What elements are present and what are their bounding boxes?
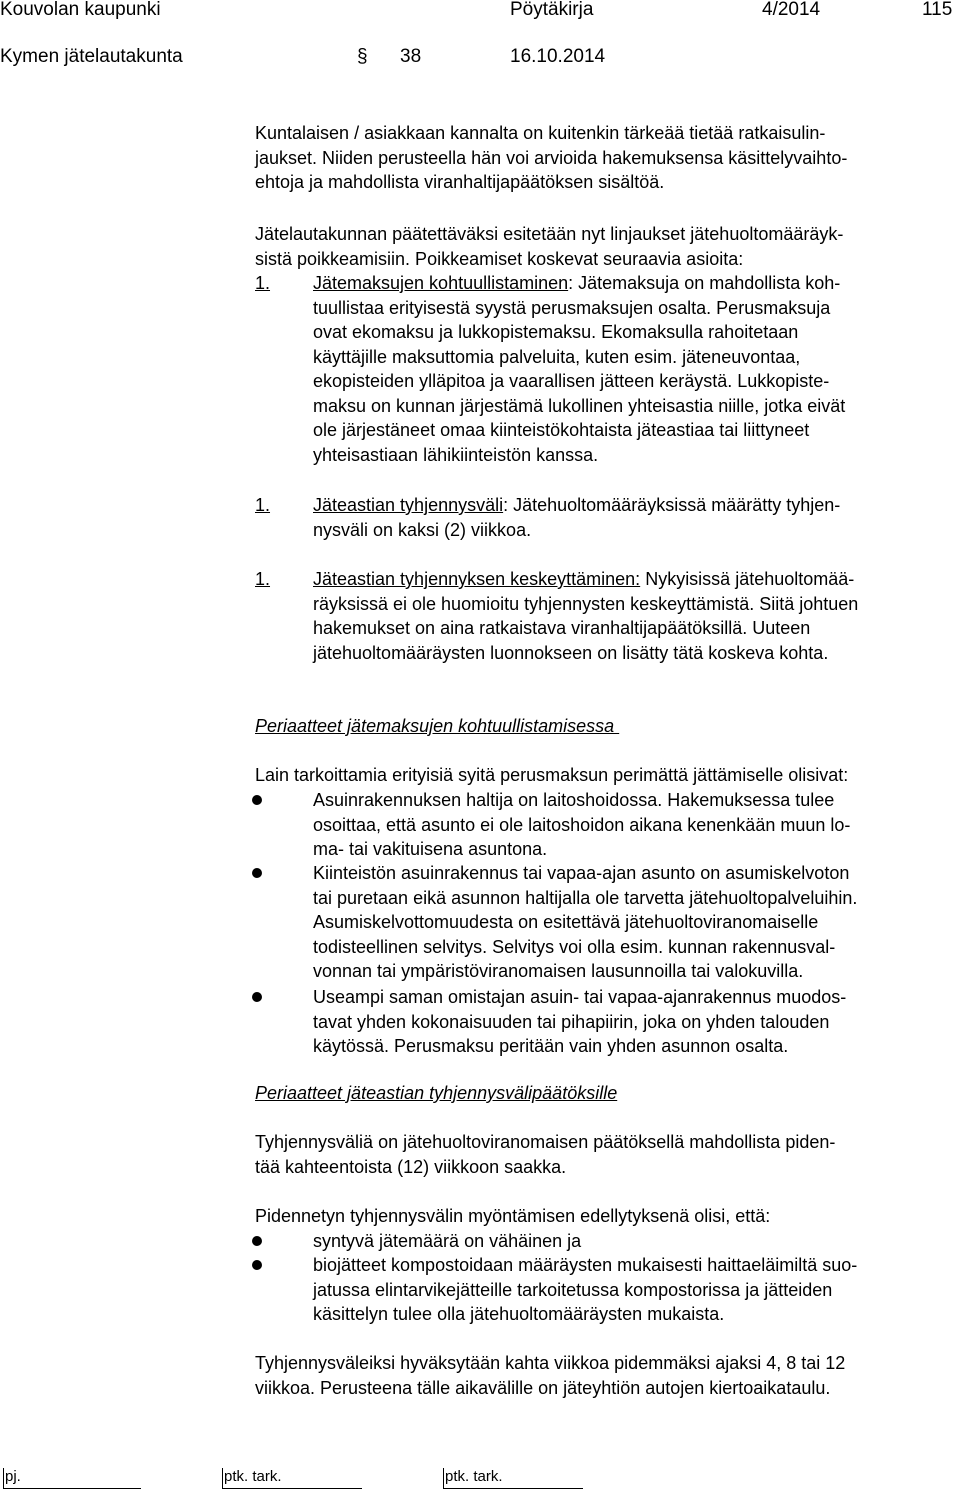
text-line: : Jätemaksuja on mahdollista koh- — [568, 273, 841, 293]
text-line: ehtoja ja mahdollista viranhaltijapäätöksen sisältöä. — [255, 172, 665, 192]
text-line: tuullistaa erityisestä syystä perusmaksujen osalta. Perusmaksuja — [313, 297, 831, 318]
text-line: jätehuoltomääräysten luonnokseen on lisätty tätä koskeva kohta. — [313, 642, 829, 663]
text-line: tää kahteentoista (12) viikkoon saakka. — [255, 1156, 567, 1177]
list-item — [313, 788, 958, 862]
header-issue: 4/2014 — [762, 0, 821, 20]
text-line: : Jätehuoltomääräyksissä määrätty tyhjen- — [503, 495, 841, 515]
section2-paragraph — [255, 1130, 955, 1179]
bullet-icon — [252, 992, 262, 1002]
item-number: 1. — [255, 569, 271, 589]
list-item — [313, 861, 958, 984]
text-line: maksu on kunnan järjestämä lukollinen yhteisastia niille, jotka eivät — [313, 395, 846, 416]
signature-label: pj. — [5, 1468, 21, 1485]
list-item — [313, 985, 958, 1059]
item-jatemaksujen-kohtuullistaminen — [313, 271, 958, 467]
text-line: jatussa elintarvikejätteille tarkoitetussa kompostorissa ja jätteiden — [313, 1279, 833, 1300]
text-line: Kuntalaisen / asiakkaan kannalta on kuitenkin tärkeää tietää ratkaisulin- — [255, 123, 826, 143]
section-heading: Periaatteet jätemaksujen kohtuullistamisessa — [255, 716, 620, 736]
text-line: räyksissä ei ole huomioitu tyhjennysten keskeyttämistä. Siitä johtuen — [313, 593, 859, 614]
field-divider — [443, 1468, 444, 1488]
item-tyhjennysvali — [313, 493, 958, 542]
header-page-number: 115 — [922, 0, 953, 20]
text-line: Asumiskelvottomuudesta on esitettävä jätehuoltoviranomaiselle — [313, 912, 819, 932]
proposal-paragraph — [255, 222, 955, 271]
item-number: 1. — [255, 273, 271, 293]
field-divider — [3, 1468, 4, 1488]
item-title: Jätemaksujen kohtuullistaminen — [313, 273, 569, 293]
text-line: Jätelautakunnan päätettäväksi esitetään nyt linjaukset jätehuoltomääräyk- — [255, 224, 844, 244]
item-number: 1. — [255, 495, 271, 515]
text-line: osoittaa, että asunto ei ole laitoshoidon aikana kenenkään muun lo- — [313, 814, 851, 835]
text-line: ovat ekomaksu ja lukkopistemaksu. Ekomaksulla rahoitetaan — [313, 322, 799, 342]
text-line: yhteisastiaan lähikiinteistön kanssa. — [313, 444, 599, 465]
signature-label: ptk. tark. — [445, 1468, 503, 1485]
text-line: ma- tai vakituisena asuntona. — [313, 839, 548, 859]
text-line: Asuinrakennuksen haltija on laitoshoidossa. Hakemuksessa tulee — [313, 790, 835, 810]
signature-field-chair — [3, 1468, 141, 1489]
text-line: biojätteet kompostoidaan määräysten mukaisesti haittaeläimiltä suo- — [313, 1255, 858, 1275]
bullet-icon — [252, 795, 262, 805]
signature-field-reviewer-1 — [222, 1468, 362, 1489]
section-marker-icon: § — [357, 46, 368, 67]
header-org: Kouvolan kaupunki — [0, 0, 161, 20]
field-divider — [222, 1468, 223, 1488]
text-line: tai puretaan eikä asunnon haltijalla ole tarvetta jätehuoltopalveluihin. — [313, 887, 858, 908]
text-line: Pidennetyn tyhjennysvälin myöntämisen edellytyksenä olisi, että: — [255, 1206, 771, 1226]
signature-label: ptk. tark. — [224, 1468, 282, 1485]
text-line: Kiinteistön asuinrakennus tai vapaa-ajan asunto on asumiskelvoton — [313, 863, 850, 883]
item-title: Jäteastian tyhjennysväli — [313, 495, 504, 515]
item-tyhjennyksen-keskeyttaminen — [313, 567, 958, 665]
header-doc-type: Pöytäkirja — [510, 0, 594, 20]
list-item — [313, 1229, 958, 1254]
signature-field-reviewer-2 — [443, 1468, 583, 1489]
section2-lead — [255, 1204, 955, 1229]
bullet-icon — [252, 1260, 262, 1270]
text-line: todisteellinen selvitys. Selvitys voi olla esim. kunnan rakennusval- — [313, 936, 836, 957]
header-board: Kymen jätelautakunta — [0, 46, 183, 67]
header-section-number: 38 — [400, 46, 422, 67]
header-date: 16.10.2014 — [510, 46, 606, 67]
list-item — [313, 1253, 958, 1327]
text-line: käytössä. Perusmaksu peritään vain yhden asunnon osalta. — [313, 1036, 789, 1056]
text-line: ole järjestäneet omaa kiinteistökohtaista jäteastiaa tai liittyneet — [313, 420, 810, 440]
section-heading: Periaatteet jäteastian tyhjennysvälipäätöksille — [255, 1083, 618, 1103]
text-line: jaukset. Niiden perusteella hän voi arvioida hakemuksensa käsittelyvaihto- — [255, 147, 848, 168]
text-line: käyttäjille maksuttomia palveluita, kuten esim. jäteneuvontaa, — [313, 346, 801, 367]
item-title: Jäteastian tyhjennyksen keskeyttäminen: — [313, 569, 641, 589]
text-line: Tyhjennysväliä on jätehuoltoviranomaisen päätöksellä mahdollista piden- — [255, 1132, 836, 1152]
section2-closing-paragraph — [255, 1351, 955, 1400]
text-line: Lain tarkoittamia erityisiä syitä perusmaksun perimättä jättämiselle olisivat: — [255, 765, 849, 785]
text-line: ekopisteiden ylläpitoa ja vaarallisen jätteen keräystä. Lukkopiste- — [313, 371, 830, 391]
text-line: nysväli on kaksi (2) viikkoa. — [313, 519, 532, 540]
section1-lead — [255, 763, 955, 788]
text-line: hakemukset on aina ratkaistava viranhaltijapäätöksillä. Uuteen — [313, 618, 811, 638]
bullet-icon — [252, 1236, 262, 1246]
text-line: Tyhjennysväleiksi hyväksytään kahta viikkoa pidemmäksi ajaksi 4, 8 tai 12 — [255, 1353, 846, 1373]
text-line: käsittelyn tulee olla jätehuoltomääräysten mukaista. — [313, 1304, 725, 1324]
text-line: vonnan tai ympäristöviranomaisen lausunnoilla tai valokuvilla. — [313, 961, 804, 981]
text-line: syntyvä jätemäärä on vähäinen ja — [313, 1231, 582, 1251]
bullet-icon — [252, 868, 262, 878]
text-line: Nykyisissä jätehuoltomää- — [640, 569, 855, 589]
text-line: sistä poikkeamisiin. Poikkeamiset koskevat seuraavia asioita: — [255, 248, 744, 269]
text-line: Useampi saman omistajan asuin- tai vapaa-ajanrakennus muodos- — [313, 987, 847, 1007]
intro-paragraph — [255, 121, 955, 195]
text-line: viikkoa. Perusteena tälle aikavälille on jäteyhtiön autojen kiertoaikataulu. — [255, 1377, 831, 1398]
text-line: tavat yhden kokonaisuuden tai pihapiirin, joka on yhden talouden — [313, 1011, 830, 1032]
